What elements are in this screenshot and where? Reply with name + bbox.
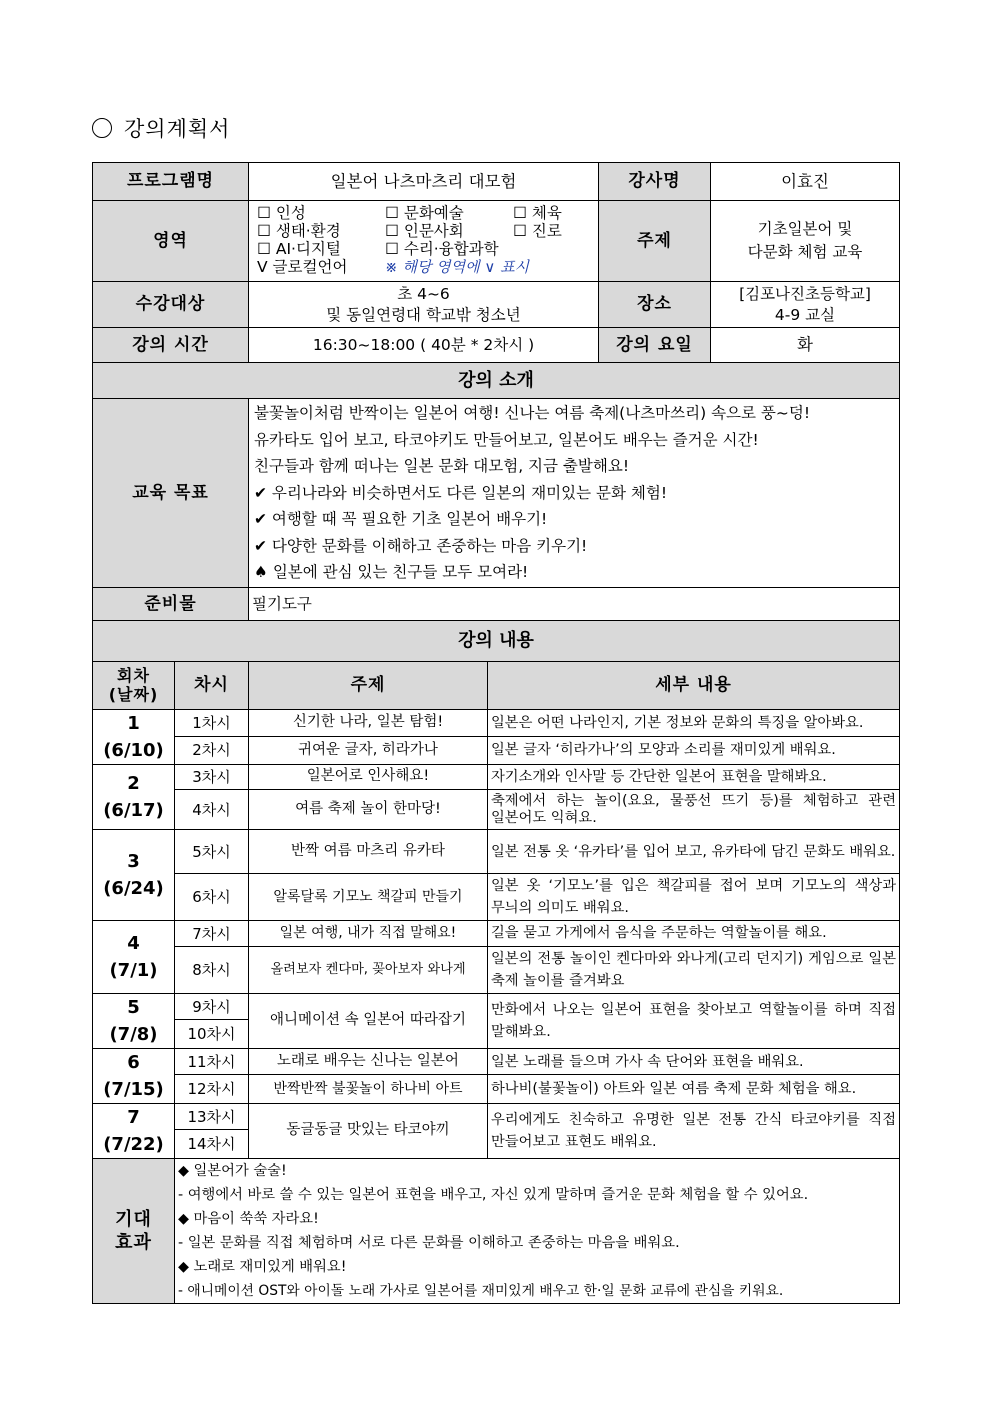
goal-row [93, 399, 900, 588]
table-row [93, 830, 900, 874]
intro-section-row [93, 363, 900, 399]
detail-cell: 일본 글자 ‘히라가나’의 모양과 소리를 재미있게 배워요. [488, 736, 900, 764]
table-row [93, 1103, 900, 1129]
session-cell: 5 (7/8) [93, 993, 175, 1048]
table-row [93, 993, 900, 1019]
day-value: 화 [711, 328, 900, 363]
period-cell: 9차시 [175, 993, 249, 1019]
period-cell: 7차시 [175, 921, 249, 946]
effect-line: ◆ 마음이 쑥쑥 자라요! [178, 1210, 319, 1227]
col-period-header: 차시 [175, 662, 249, 710]
period-cell: 11차시 [175, 1048, 249, 1075]
document-title: 강의계획서 [92, 113, 230, 143]
area-item[interactable]: ☐ 인성 [257, 204, 306, 223]
table-row [93, 765, 900, 790]
effect-line: ◆ 노래로 재미있게 배워요! [178, 1258, 347, 1275]
table-row [93, 1048, 900, 1075]
effect-line: - 애니메이션 OST와 아이돌 노래 가사로 일본어를 재미있게 배우고 한·일 문화 교류에 관심을 키워요. [178, 1282, 784, 1299]
time-label: 강의 시간 [93, 328, 249, 363]
instructor-value: 이효진 [711, 163, 900, 201]
detail-cell: 자기소개와 인사말 등 간단한 일본어 표현을 말해봐요. [488, 765, 900, 790]
materials-label: 준비물 [93, 588, 249, 621]
area-row [93, 201, 900, 282]
table-row [93, 790, 900, 830]
topic-cell: 귀여운 글자, 히라가나 [249, 736, 488, 764]
topic-cell: 노래로 배우는 신나는 일본어 [249, 1048, 488, 1075]
lecture-plan-table [92, 162, 900, 1304]
goal-line: ♠ 일본에 관심 있는 친구들 모두 모여라! [254, 563, 529, 582]
effects-label: 기대 효과 [93, 1158, 175, 1303]
target-value: 초 4~6 및 동일연령대 학교밖 청소년 [249, 282, 599, 328]
col-topic-header: 주제 [249, 662, 488, 710]
period-cell: 12차시 [175, 1075, 249, 1103]
topic-cell: 반짝 여름 마츠리 유카타 [249, 830, 488, 874]
time-value: 16:30~18:00 ( 40분 * 2차시 ) [249, 328, 599, 363]
place-value: [김포나진초등학교] 4-9 교실 [711, 282, 900, 328]
place-label: 장소 [599, 282, 711, 328]
area-note: ※ 해당 영역에 ∨ 표시 [385, 257, 530, 276]
detail-cell: 길을 묻고 가게에서 음식을 주문하는 역할놀이를 해요. [488, 921, 900, 946]
topic-cell: 일본 여행, 내가 직접 말해요! [249, 921, 488, 946]
session-cell: 4 (7/1) [93, 921, 175, 993]
topic-cell: 애니메이션 속 일본어 따라잡기 [249, 993, 488, 1048]
goal-line: 불꽃놀이처럼 반짝이는 일본어 여행! 신나는 여름 축제(나츠마쓰리) 속으로 풍~덩! [254, 404, 811, 423]
detail-cell: 만화에서 나오는 일본어 표현을 찾아보고 역할놀이를 하며 직접 말해봐요. [488, 993, 900, 1048]
target-row [93, 282, 900, 328]
detail-cell: 우리에게도 친숙하고 유명한 일본 전통 간식 타코야키를 직접 만들어보고 표현도 배워요. [488, 1103, 900, 1158]
table-row [93, 874, 900, 921]
table-row [93, 1075, 900, 1103]
target-label: 수강대상 [93, 282, 249, 328]
topic-cell: 여름 축제 놀이 한마당! [249, 790, 488, 830]
period-cell: 8차시 [175, 946, 249, 993]
table-row [93, 710, 900, 737]
goal-line: ✔ 다양한 문화를 이해하고 존중하는 마음 키우기! [254, 536, 588, 555]
content-section-title: 강의 내용 [93, 621, 900, 662]
topic-cell: 알록달록 기모노 책갈피 만들기 [249, 874, 488, 921]
topic-cell: 올려보자 켄다마, 꽂아보자 와나게 [249, 946, 488, 993]
area-item[interactable]: ☐ AI·디지털 [257, 240, 341, 258]
topic-label: 주제 [599, 201, 711, 282]
circle-bullet-icon [92, 118, 112, 138]
effect-line: ◆ 일본어가 술술! [178, 1162, 287, 1179]
goal-text [249, 399, 900, 588]
period-cell: 3차시 [175, 765, 249, 790]
effects-text [175, 1158, 900, 1303]
program-row [93, 163, 900, 201]
content-section-row [93, 621, 900, 662]
area-item[interactable]: ☐ 진로 [513, 222, 562, 241]
time-row [93, 328, 900, 363]
session-cell: 1 (6/10) [93, 710, 175, 765]
session-cell: 6 (7/15) [93, 1048, 175, 1103]
materials-value: 필기도구 [249, 588, 900, 621]
topic-cell: 동글동글 맛있는 타코야끼 [249, 1103, 488, 1158]
detail-cell: 축제에서 하는 놀이(요요, 물풍선 뜨기 등)를 체험하고 관련 일본어도 익혀요. [488, 790, 900, 830]
period-cell: 6차시 [175, 874, 249, 921]
area-checklist [249, 201, 599, 282]
period-cell: 10차시 [175, 1020, 249, 1049]
materials-row [93, 588, 900, 621]
day-label: 강의 요일 [599, 328, 711, 363]
period-cell: 4차시 [175, 790, 249, 830]
area-item[interactable]: ☐ 체육 [513, 204, 562, 223]
detail-cell: 일본의 전통 놀이인 켄다마와 와나게(고리 던지기) 게임으로 일본 축제 놀이를 즐겨봐요 [488, 946, 900, 993]
session-cell: 3 (6/24) [93, 830, 175, 921]
content-header-row [93, 662, 900, 710]
effect-line: - 여행에서 바로 쓸 수 있는 일본어 표현을 배우고, 자신 있게 말하며 즐거운 문화 체험을 할 수 있어요. [178, 1186, 809, 1203]
effect-line: - 일본 문화를 직접 체험하며 서로 다른 문화를 이해하고 존중하는 마음을 배워요. [178, 1234, 680, 1251]
session-cell: 2 (6/17) [93, 765, 175, 830]
table-row [93, 946, 900, 993]
period-cell: 1차시 [175, 710, 249, 737]
goal-label: 교육 목표 [93, 399, 249, 588]
area-item[interactable]: ☐ 문화예술 [385, 204, 464, 223]
program-label: 프로그램명 [93, 163, 249, 201]
detail-cell: 일본 옷 ‘기모노’를 입은 책갈피를 접어 보며 기모노의 색상과 무늬의 의미도 배워요. [488, 874, 900, 921]
col-session-header: 회차 (날짜) [93, 662, 175, 710]
area-item[interactable]: ☐ 인문사회 [385, 222, 464, 241]
session-cell: 7 (7/22) [93, 1103, 175, 1158]
period-cell: 13차시 [175, 1103, 249, 1129]
period-cell: 14차시 [175, 1130, 249, 1159]
area-label: 영역 [93, 201, 249, 282]
col-detail-header: 세부 내용 [488, 662, 900, 710]
detail-cell: 일본은 어떤 나라인지, 기본 정보와 문화의 특징을 알아봐요. [488, 710, 900, 737]
table-row [93, 921, 900, 946]
detail-cell: 일본 전통 옷 ‘유카타’를 입어 보고, 유카타에 담긴 문화도 배워요. [488, 830, 900, 874]
period-cell: 5차시 [175, 830, 249, 874]
intro-section-title: 강의 소개 [93, 363, 900, 399]
goal-line: ✔ 우리나라와 비슷하면서도 다른 일본의 재미있는 문화 체험! [254, 483, 668, 502]
detail-cell: 일본 노래를 들으며 가사 속 단어와 표현을 배워요. [488, 1048, 900, 1075]
topic-cell: 신기한 나라, 일본 탐험! [249, 710, 488, 737]
area-item-selected[interactable]: V 글로컬언어 [257, 257, 348, 276]
topic-cell: 반짝반짝 불꽃놀이 하나비 아트 [249, 1075, 488, 1103]
goal-line: ✔ 여행할 때 꼭 필요한 기초 일본어 배우기! [254, 510, 548, 529]
effects-row [93, 1158, 900, 1303]
program-value: 일본어 나츠마츠리 대모험 [249, 163, 599, 201]
area-item[interactable]: ☐ 생태·환경 [257, 222, 341, 241]
period-cell: 2차시 [175, 736, 249, 764]
topic-cell: 일본어로 인사해요! [249, 765, 488, 790]
detail-cell: 하나비(불꽃놀이) 아트와 일본 여름 축제 문화 체험을 해요. [488, 1075, 900, 1103]
area-item[interactable]: ☐ 수리·융합과학 [385, 240, 499, 258]
topic-value: 기초일본어 및 다문화 체험 교육 [711, 201, 900, 282]
goal-line: 유카타도 입어 보고, 타코야키도 만들어보고, 일본어도 배우는 즐거운 시간! [254, 430, 759, 449]
goal-line: 친구들과 함께 떠나는 일본 문화 대모험, 지금 출발해요! [254, 457, 630, 476]
table-row [93, 736, 900, 764]
instructor-label: 강사명 [599, 163, 711, 201]
